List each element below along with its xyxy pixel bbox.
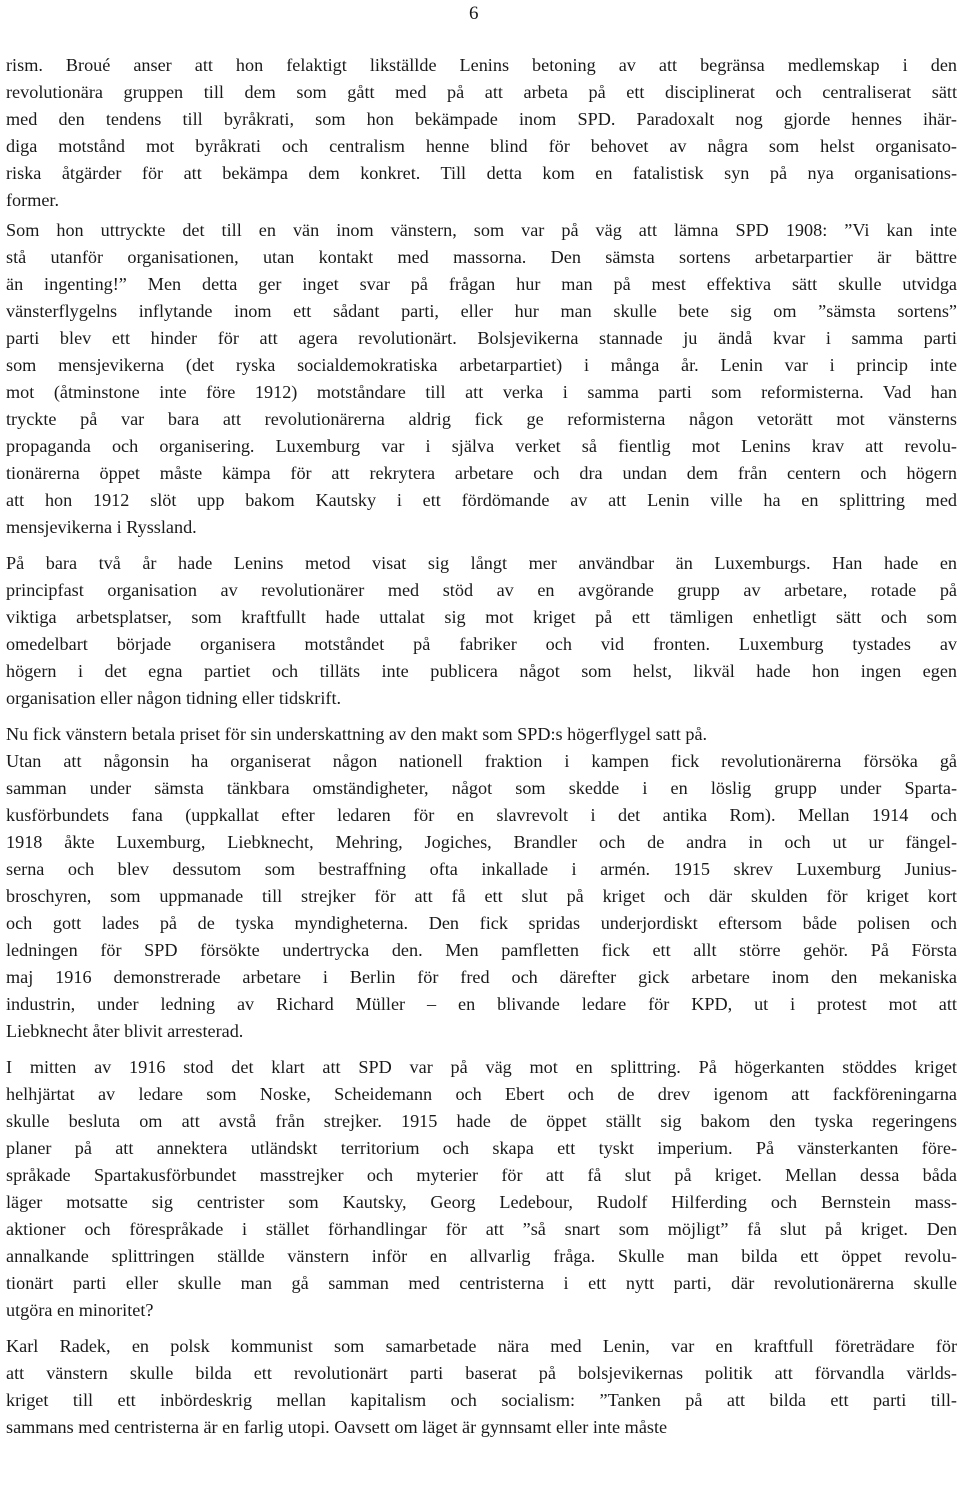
text-line: Karl Radek, en polsk kommunist som samarbetade nära med Lenin, var en kraftfull företrädare för: [6, 1336, 957, 1356]
text-line: parti blev ett hinder för att agera revolutionärt. Bolsjevikerna stannade ju ändå kvar i samma parti: [6, 328, 957, 348]
text-line: som mensjevikerna (det ryska socialdemokratiska arbetarpartiet) i många år. Lenin var i princip inte: [6, 355, 957, 375]
text-line: skulle besluta om att avstå från strejker. 1915 hade de öppet ställt sig bakom den tyska regeringens: [6, 1111, 957, 1131]
text-line: mot (åtminstone inte före 1912) motståndare till att verka i samma parti som reformisterna. Vad han: [6, 382, 957, 402]
text-line: med den tendens till byråkrati, som hon bekämpade inom SPD. Paradoxalt nog gjorde hennes ihär-: [6, 109, 957, 129]
text-line: läger motsatte sig centrister som Kautsky, Georg Ledebour, Rudolf Hilferding och Bernstein mass-: [6, 1192, 957, 1212]
text-line: broschyren, som uppmanade till strejker för att få ett slut på kriget och där skulden för kriget kort: [6, 886, 957, 906]
text-line: viktiga arbetsplatser, som kraftfullt hade uttalat sig mot kriget på ett tämligen enhetligt sätt och som: [6, 607, 957, 627]
paragraph: [6, 217, 957, 541]
text-line: rism. Broué anser att hon felaktigt likställde Lenins betoning av att begränsa medlemskap i den: [6, 55, 957, 75]
text-line: propaganda och organisering. Luxemburg var i själva verket så fientlig mot Lenins krav att revolu-: [6, 436, 957, 456]
page-number: 6: [469, 3, 479, 24]
text-line: högern i det egna partiet och tilläts inte publicera något som helst, likväl hade hon ingen egen: [6, 661, 957, 681]
text-line: kriget till ett inbördeskrig mellan kapitalism och socialism: ”Tanken på att bilda ett parti till-: [6, 1390, 957, 1410]
text-line: tionärerna öppet måste kämpa för att rekrytera arbetare och dra undan dem från centern och högern: [6, 463, 957, 483]
text-line: sammans med centristerna är en farlig utopi. Oavsett om läget är gynnsamt eller inte måste: [6, 1417, 668, 1437]
paragraph: [6, 550, 957, 712]
text-line: vänsterflygelns inflytande inom ett sådant parti, eller hur man skulle bete sig om ”sämsta sortens”: [6, 301, 957, 321]
text-line: Utan att någonsin ha organiserat någon nationell fraktion i kampen fick revolutionärerna försöka gå: [6, 751, 957, 771]
text-line: att vänstern skulle bilda ett revolutionärt parti baserat på bolsjevikernas politik att förvandla världs-: [6, 1363, 957, 1383]
text-line: utgöra en minoritet?: [6, 1300, 154, 1320]
text-line: annalkande splittringen ställde vänstern inför en allvarlig fråga. Skulle man bilda ett öppet revolu-: [6, 1246, 957, 1266]
text-line: former.: [6, 190, 60, 210]
paragraph: [6, 1054, 957, 1324]
text-line: maj 1916 demonstrerade arbetare i Berlin för fred och därefter gick arbetare inom den mekaniska: [6, 967, 957, 987]
text-line: 1918 åkte Luxemburg, Liebknecht, Mehring, Jogiches, Brandler och de andra in och ut ur fängel-: [6, 832, 957, 852]
text-line: aktioner och förespråkade i stället förhandlingar för att ”så snart som möjligt” få slut på kriget. Den: [6, 1219, 957, 1239]
text-line: Nu fick vänstern betala priset för sin underskattning av den makt som SPD:s högerflygel satt på.: [6, 724, 708, 744]
text-line: och gott lades på de tyska myndigheterna. Den fick spridas underjordiskt eftersom både polisen och: [6, 913, 957, 933]
text-line: helhjärtat av ledare som Noske, Scheidemann och Ebert och de drev igenom att fackföreningarna: [6, 1084, 957, 1104]
body-text: [6, 52, 957, 1450]
text-line: att hon 1912 slöt upp bakom Kautsky i ett fördömande av att Lenin ville ha en splittring med: [6, 490, 957, 510]
text-line: serna och blev dessutom som bestraffning ofta inkallade i armén. 1915 skrev Luxemburg Junius-: [6, 859, 957, 879]
paragraph: [6, 52, 957, 214]
text-line: organisation eller någon tidning eller tidskrift.: [6, 688, 342, 708]
text-line: diga motstånd mot byråkrati och centralism henne blind för behovet av några som helst organisato-: [6, 136, 957, 156]
text-line: revolutionära gruppen till dem som gått med på att arbeta på ett disciplinerat och centraliserat sätt: [6, 82, 957, 102]
text-line: språkade Spartakusförbundet masstrejker och myterier för att få slut på kriget. Mellan dessa båda: [6, 1165, 957, 1185]
text-line: samman under sämsta tänkbara omständigheter, något som skedde i en löslig grupp under Sparta-: [6, 778, 957, 798]
text-line: tionärt parti eller skulle man gå samman med centristerna i ett nytt parti, där revolutionärerna skulle: [6, 1273, 957, 1293]
text-line: I mitten av 1916 stod det klart att SPD var på väg mot en splittring. På högerkanten stöddes kriget: [6, 1057, 957, 1077]
paragraph: [6, 721, 957, 1045]
text-line: tryckte på var bara att revolutionärerna aldrig fick ge reformisterna någon vetorätt mot vänsterns: [6, 409, 957, 429]
text-line: principfast organisation av revolutionärer med stöd av en avgörande grupp av arbetare, rotade på: [6, 580, 957, 600]
text-line: På bara två år hade Lenins metod visat sig långt mer användbar än Luxemburgs. Han hade en: [6, 553, 957, 573]
text-line: kusförbundets fana (uppkallat efter ledaren för en slavrevolt i det antika Rom). Mellan 1914 och: [6, 805, 957, 825]
text-line: riska åtgärder för att bekämpa dem konkret. Till detta kom en fatalistisk syn på nya organisations-: [6, 163, 957, 183]
text-line: omedelbart började organisera motståndet på fabriker och vid fronten. Luxemburg tystades av: [6, 634, 957, 654]
text-line: mensjevikerna i Ryssland.: [6, 517, 197, 537]
text-line: industrin, under ledning av Richard Müller – en blivande ledare för KPD, ut i protest mot att: [6, 994, 957, 1014]
text-line: Som hon uttryckte det till en vän inom vänstern, som var på väg att lämna SPD 1908: ”Vi kan inte: [6, 220, 957, 240]
text-line: planer på att annektera utländskt territorium och skapa ett tyskt imperium. På vänsterkanten före-: [6, 1138, 957, 1158]
text-line: stå utanför organisationen, utan kontakt med massorna. Den sämsta sortens arbetarpartier är bättre: [6, 247, 957, 267]
paragraph: [6, 1333, 957, 1441]
text-line: ledningen för SPD försökte undertrycka den. Men pamfletten fick ett allt större gehör. På Första: [6, 940, 957, 960]
text-line: Liebknecht åter blivit arresterad.: [6, 1021, 244, 1041]
text-line: än ingenting!” Men detta ger inget svar på frågan hur man på mest effektiva sätt skulle utvidga: [6, 274, 957, 294]
